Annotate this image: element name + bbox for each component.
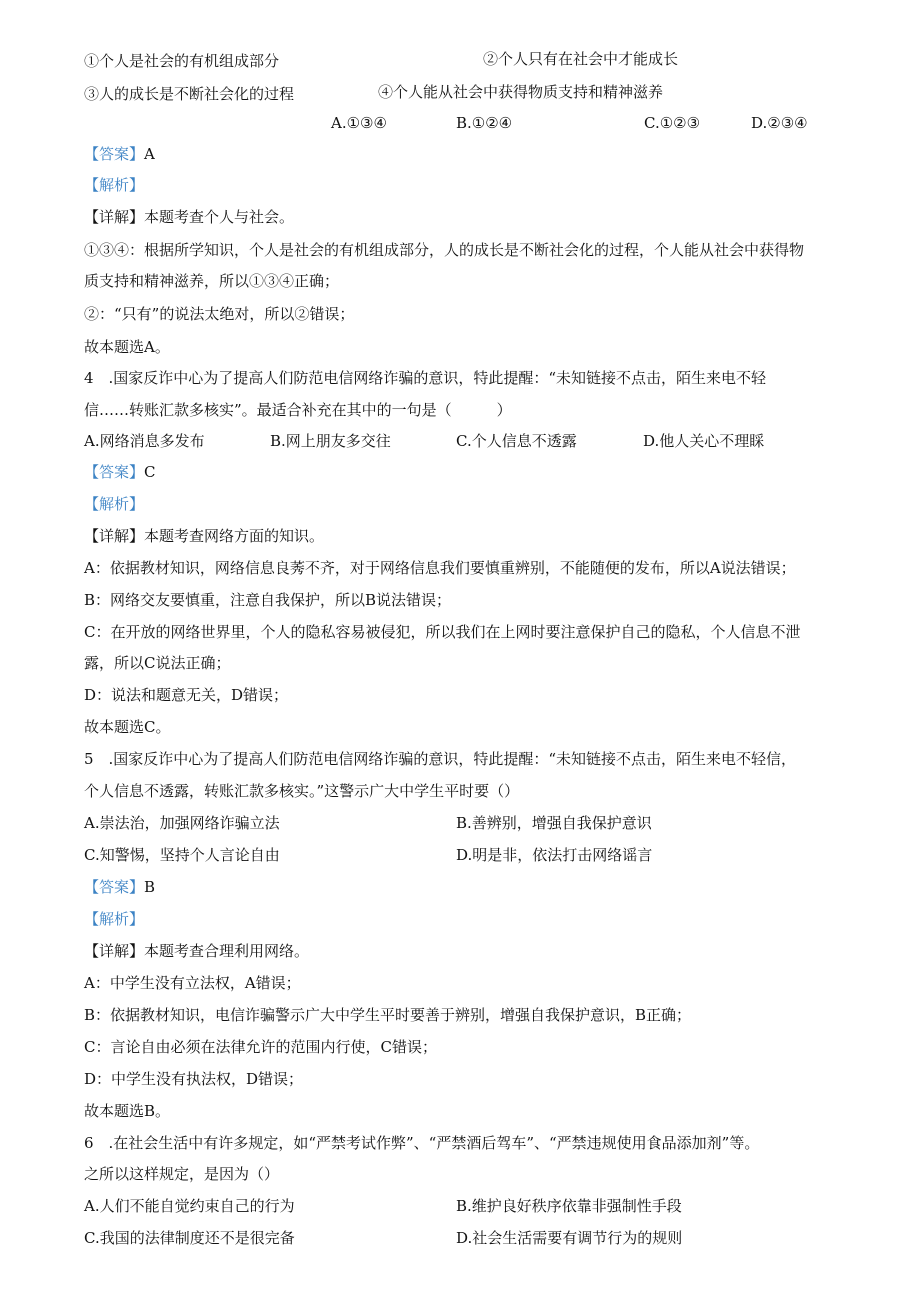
q3-explain-line: ①③④：根据所学知识，个人是社会的有机组成部分，人的成长是不断社会化的过程，个人能从社会中获得物 [84,241,805,259]
q5-option-a: A.崇法治，加强网络诈骗立法 [84,814,280,832]
detail-text: 本题考查合理利用网络。 [144,942,310,960]
q5-stem-line: 5 .国家反诈中心为了提高人们防范电信网络诈骗的意识，特此提醒：“未知链接不点击，陌生来电不轻信， [84,750,796,768]
q6-option-d: D.社会生活需要有调节行为的规则 [456,1229,683,1247]
q5-option-b: B.善辨别，增强自我保护意识 [456,814,652,832]
q3-option-c: C.①②③ [644,114,701,132]
detail-text: 本题考查网络方面的知识。 [144,527,325,545]
q5-stem-line: 个人信息不透露，转账汇款多核实。”这警示广大中学生平时要（） [84,782,520,800]
q5-explain-line: A：中学生没有立法权，A错误； [84,974,301,992]
answer-value: C [144,463,156,481]
detail-tag: 【详解】 [84,942,145,960]
analysis-tag: 【解析】 [84,495,145,513]
q6-option-a: A.人们不能自觉约束自己的行为 [84,1197,295,1215]
q6-stem-line: 6 .在社会生活中有许多规定，如“严禁考试作弊”、“严禁酒后驾车”、“严禁违规使用食品添加剂”等。 [84,1134,760,1152]
q5-detail-row [84,941,309,961]
q5-option-c: C.知警惕，坚持个人言论自由 [84,846,280,864]
detail-text: 本题考查个人与社会。 [144,208,295,226]
detail-tag: 【详解】 [84,527,145,545]
q4-answer-row [84,462,156,482]
answer-tag: 【答案】 [84,878,145,896]
q3-detail-row [84,207,294,227]
q4-option-b: B.网上朋友多交往 [270,432,391,450]
q4-explain-line: A：依据教材知识，网络信息良莠不齐，对于网络信息我们要慎重辨别，不能随便的发布，所以A说法错误； [84,559,796,577]
q4-option-a: A.网络消息多发布 [84,432,205,450]
q5-explain-line: D：中学生没有执法权，D错误； [84,1070,304,1088]
q6-stem-line: 之所以这样规定，是因为（） [84,1165,280,1183]
q6-option-c: C.我国的法律制度还不是很完备 [84,1229,295,1247]
detail-tag: 【详解】 [84,208,145,226]
q6-option-b: B.维护良好秩序依靠非强制性手段 [456,1197,682,1215]
answer-value: B [144,878,156,896]
q4-explain-line: D：说法和题意无关，D错误； [84,686,289,704]
q5-explain-line: 故本题选B。 [84,1102,171,1120]
analysis-tag: 【解析】 [84,176,145,194]
q4-explain-line: B：网络交友要慎重，注意自我保护，所以B说法错误； [84,591,452,609]
q3-statement-4: ④个人能从社会中获得物质支持和精神滋养 [378,83,664,101]
answer-tag: 【答案】 [84,463,145,481]
q3-explain-line: 质支持和精神滋养，所以①③④正确； [84,272,340,290]
q3-statement-2: ②个人只有在社会中才能成长 [483,50,679,68]
q3-option-d: D.②③④ [751,114,808,132]
q3-explain-line: ②：“只有”的说法太绝对，所以②错误； [84,305,355,323]
q4-option-d: D.他人关心不理睬 [643,432,765,450]
answer-tag: 【答案】 [84,145,145,163]
q4-explain-line: C：在开放的网络世界里，个人的隐私容易被侵犯，所以我们在上网时要注意保护自己的隐私，个人信息不泄 [84,623,801,641]
q4-detail-row [84,526,324,546]
q3-answer-row [84,144,155,164]
analysis-tag: 【解析】 [84,910,145,928]
q3-option-b: B.①②④ [456,114,513,132]
q5-option-d: D.明是非，依法打击网络谣言 [456,846,653,864]
q4-option-c: C.个人信息不透露 [456,432,577,450]
q5-explain-line: C：言论自由必须在法律允许的范围内行使，C错误； [84,1038,437,1056]
q5-answer-row [84,877,155,897]
q3-statement-3: ③人的成长是不断社会化的过程 [84,85,295,103]
q4-explain-line: 故本题选C。 [84,718,171,736]
q5-explain-line: B：依据教材知识，电信诈骗警示广大中学生平时要善于辨别，增强自我保护意识，B正确； [84,1006,692,1024]
q3-option-a: A.①③④ [331,114,387,132]
q4-stem-line: 信……转账汇款多核实”。最适合补充在其中的一句是（ ） [84,401,512,419]
q4-stem-line: 4 .国家反诈中心为了提高人们防范电信网络诈骗的意识，特此提醒：“未知链接不点击，陌生来电不轻 [84,369,766,387]
q4-explain-line: 露，所以C说法正确； [84,654,231,672]
q3-explain-line: 故本题选A。 [84,338,170,356]
answer-value: A [144,145,155,163]
q3-statement-1: ①个人是社会的有机组成部分 [84,52,280,70]
